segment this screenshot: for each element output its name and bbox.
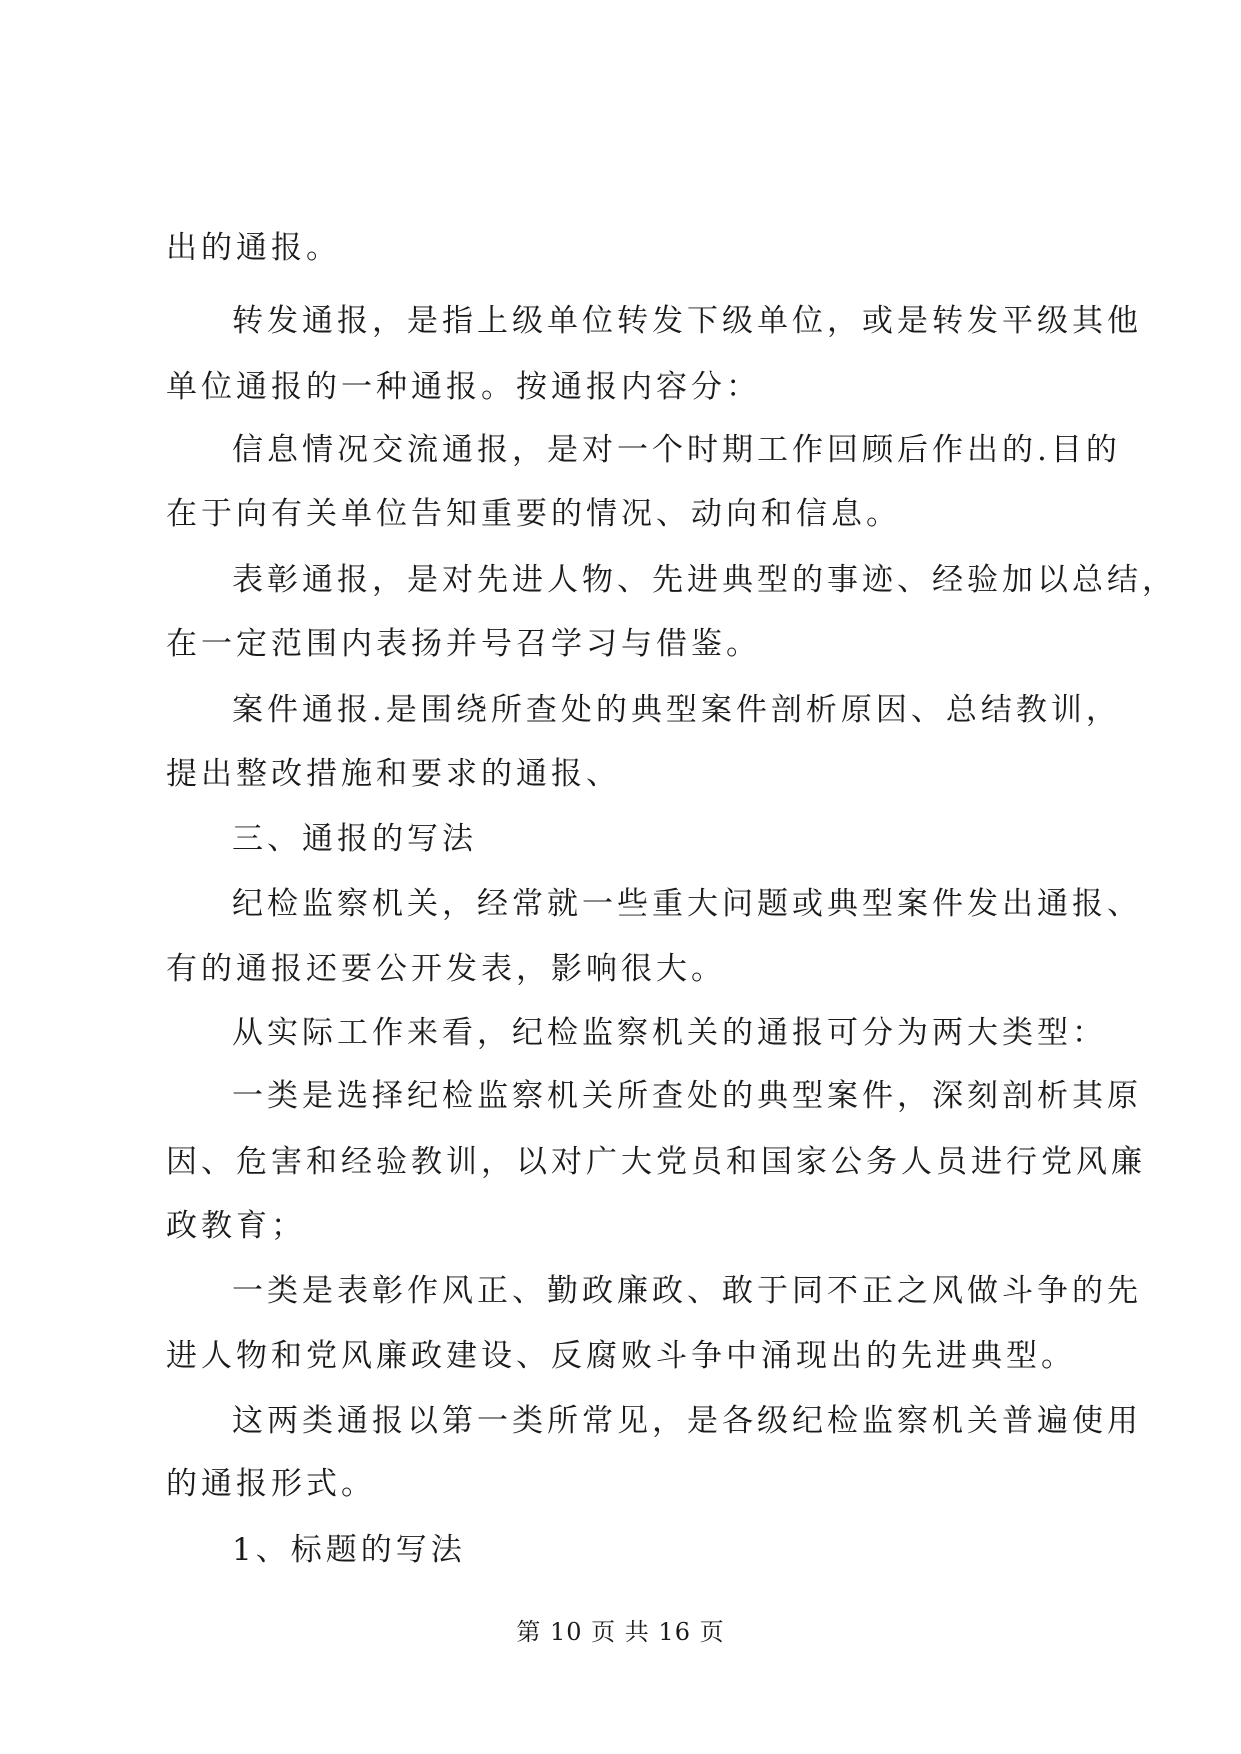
text-line: 出的通报。 <box>166 230 341 266</box>
text-line: 提出整改措施和要求的通报、 <box>166 756 621 792</box>
text-line: 政教育； <box>166 1208 306 1244</box>
text-line: 在一定范围内表扬并号召学习与借鉴。 <box>166 626 761 662</box>
text-line: 从实际工作来看，纪检监察机关的通报可分为两大类型： <box>232 1015 1107 1051</box>
text-line: 在于向有关单位告知重要的情况、动向和信息。 <box>166 496 901 532</box>
section-heading: 三、通报的写法 <box>232 821 477 857</box>
text-line: 纪检监察机关，经常就一些重大问题或典型案件发出通报、 <box>232 886 1142 922</box>
text-line: 单位通报的一种通报。按通报内容分： <box>166 369 761 405</box>
text-line: 一类是选择纪检监察机关所查处的典型案件，深刻剖析其原 <box>232 1078 1142 1114</box>
text-line: 信息情况交流通报，是对一个时期工作回顾后作出的.目的 <box>232 432 1121 468</box>
text-line: 一类是表彰作风正、勤政廉政、敢于同不正之风做斗争的先 <box>232 1273 1142 1309</box>
text-line: 转发通报，是指上级单位转发下级单位，或是转发平级其他 <box>232 303 1142 339</box>
text-line: 有的通报还要公开发表，影响很大。 <box>166 951 726 987</box>
text-line: 因、危害和经验教训，以对广大党员和国家公务人员进行党风廉 <box>166 1144 1146 1180</box>
text-line: 进人物和党风廉政建设、反腐败斗争中涌现出的先进典型。 <box>166 1338 1076 1374</box>
text-line: 这两类通报以第一类所常见，是各级纪检监察机关普遍使用 <box>232 1403 1142 1439</box>
page-number-footer: 第 10 页 共 16 页 <box>516 1618 725 1646</box>
text-line: 的通报形式。 <box>166 1466 376 1502</box>
text-line: 案件通报.是围绕所查处的典型案件剖析原因、总结教训， <box>232 692 1121 728</box>
subsection-heading: 1、标题的写法 <box>232 1532 466 1568</box>
text-line: 表彰通报，是对先进人物、先进典型的事迹、经验加以总结， <box>232 562 1177 598</box>
